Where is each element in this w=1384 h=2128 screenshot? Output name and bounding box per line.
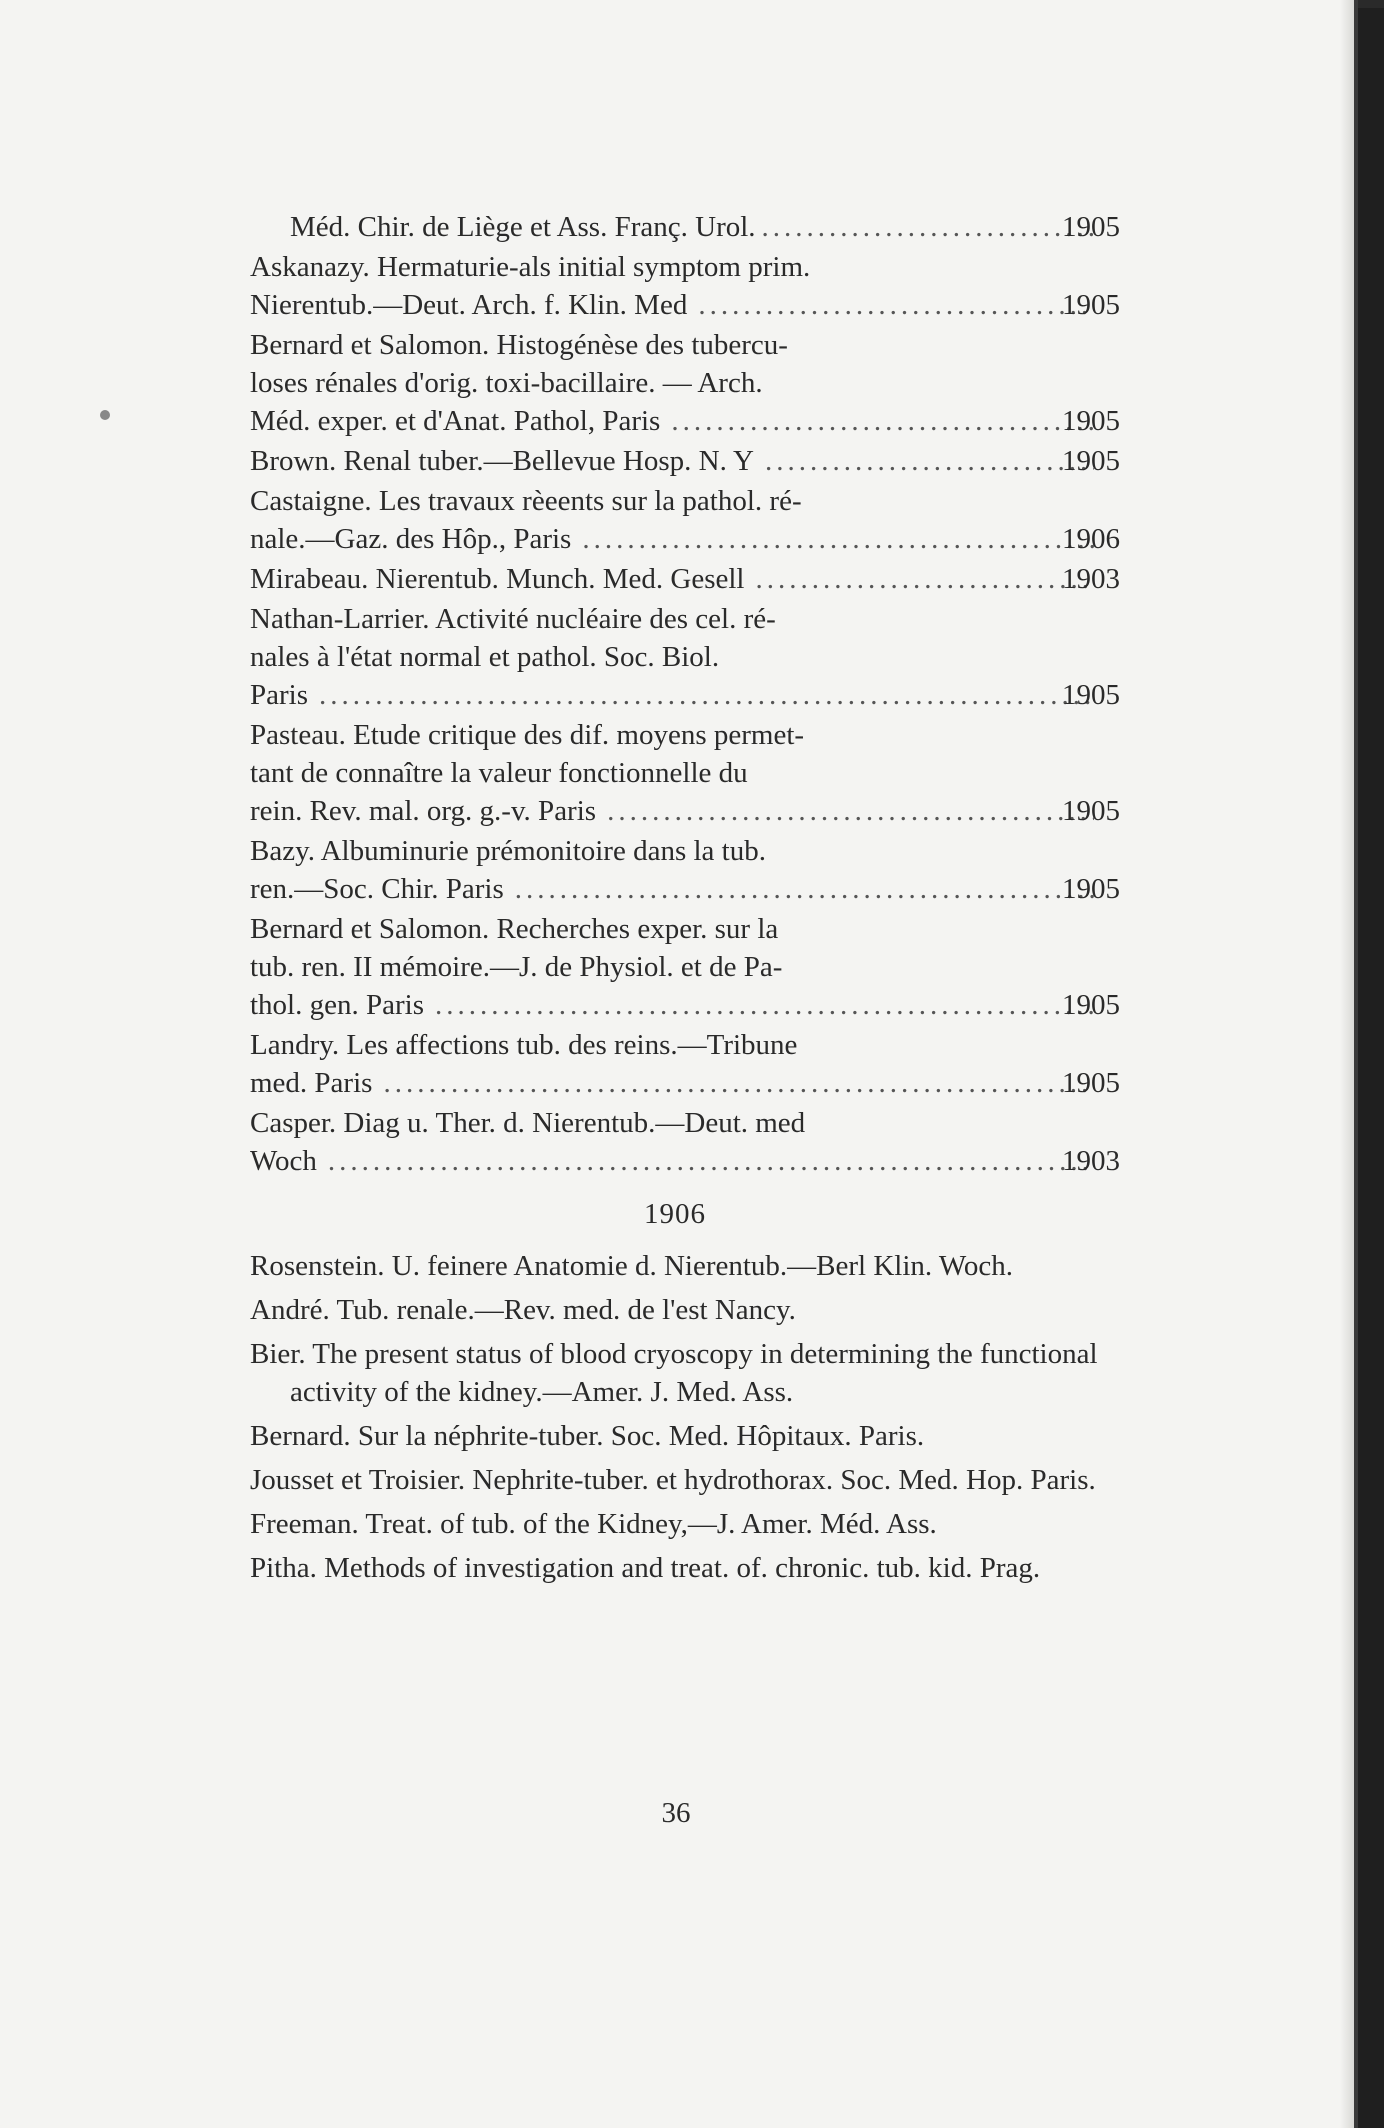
bibliography-entry: André. Tub. renale.—Rev. med. de l'est Nancy. bbox=[250, 1294, 796, 1326]
bibliography-entry bbox=[250, 1104, 1120, 1180]
entry-line: tub. ren. II mémoire.—J. de Physiol. et de Pa- bbox=[250, 951, 783, 983]
entry-line: rein. Rev. mal. org. g.-v. Paris ..... bbox=[290, 792, 1100, 830]
entry-line: Casper. Diag u. Ther. d. Nierentub.—Deut. med bbox=[250, 1107, 806, 1139]
entry-line: Nathan-Larrier. Activité nucléaire des cel. ré- bbox=[250, 603, 776, 635]
bibliography-entry bbox=[250, 326, 1120, 440]
entry-line: Nierentub.—Deut. Arch. f. Klin. Med ..... bbox=[290, 286, 1100, 324]
bibliography-entry bbox=[250, 832, 1120, 908]
margin-ink-mark bbox=[100, 410, 110, 420]
bibliography-entry bbox=[250, 248, 1120, 324]
bibliography-entry bbox=[250, 1026, 1120, 1102]
leader-dots bbox=[666, 402, 1094, 440]
entry-line: tant de connaître la valeur fonctionnelle du bbox=[250, 757, 748, 789]
entry-line: Woch ..... bbox=[290, 1142, 1100, 1180]
entry-line: Mirabeau. Nierentub. Munch. Med. Gesell ..... bbox=[290, 560, 1100, 598]
entry-line: Brown. Renal tuber.—Bellevue Hosp. N. Y ..... bbox=[290, 442, 1100, 480]
entry-year: 1905 bbox=[1062, 445, 1120, 477]
entry-year: 1905 bbox=[1062, 795, 1120, 827]
bibliography-entry bbox=[250, 910, 1120, 1024]
entry-line: thol. gen. Paris ..... bbox=[290, 986, 1100, 1024]
entry-line: Bernard et Salomon. Recherches exper. sur la bbox=[250, 913, 779, 945]
bibliography-entry: Bernard. Sur la néphrite-tuber. Soc. Med. Hôpitaux. Paris. bbox=[250, 1420, 925, 1452]
entry-year: 1906 bbox=[1062, 523, 1120, 555]
bibliography-entry: Pitha. Methods of investigation and treat. of. chronic. tub. kid. Prag. bbox=[250, 1552, 1041, 1584]
bibliography-entry: Freeman. Treat. of tub. of the Kidney,—J. Amer. Méd. Ass. bbox=[250, 1508, 937, 1540]
leader-dots bbox=[314, 676, 1094, 714]
bibliography-entry bbox=[250, 716, 1120, 830]
entry-line: Méd. exper. et d'Anat. Pathol, Paris ..... bbox=[290, 402, 1100, 440]
leader-dots bbox=[378, 1064, 1094, 1102]
entry-line: Bernard et Salomon. Histogénèse des tubercu- bbox=[250, 329, 788, 361]
section-year-heading: 1906 bbox=[644, 1198, 706, 1230]
entry-line: nales à l'état normal et pathol. Soc. Biol. bbox=[250, 641, 720, 673]
entry-year: 1905 bbox=[1062, 289, 1120, 321]
leader-dots bbox=[510, 870, 1094, 908]
bibliography-list-1905 bbox=[250, 208, 1120, 1180]
bibliography-entry: Jousset et Troisier. Nephrite-tuber. et hydrothorax. Soc. Med. Hop. Paris. bbox=[250, 1464, 1096, 1496]
bibliography-entry: Bier. The present status of blood cryoscopy in determining the functional activity of the kidney.—Amer. J. Med. Ass. bbox=[250, 1338, 1098, 1408]
entry-line: nale.—Gaz. des Hôp., Paris ..... bbox=[290, 520, 1100, 558]
entry-line: Askanazy. Hermaturie-als initial symptom prim. bbox=[250, 251, 811, 283]
entry-line: Pasteau. Etude critique des dif. moyens permet- bbox=[250, 719, 805, 751]
leader-dots bbox=[577, 520, 1094, 558]
entry-line: Castaigne. Les travaux rèeents sur la pathol. ré- bbox=[250, 485, 802, 517]
bibliography-entry bbox=[250, 482, 1120, 558]
entry-year: 1905 bbox=[1062, 211, 1120, 243]
entry-line: loses rénales d'orig. toxi-bacillaire. — Arch. bbox=[250, 367, 763, 399]
leader-dots bbox=[323, 1142, 1094, 1180]
entry-year: 1905 bbox=[1062, 873, 1120, 905]
entry-year: 1905 bbox=[1062, 989, 1120, 1021]
bibliography-entry bbox=[250, 560, 1120, 598]
bibliography-entry bbox=[250, 208, 1120, 246]
entry-line: ren.—Soc. Chir. Paris ..... bbox=[290, 870, 1100, 908]
entry-line: Méd. Chir. de Liège et Ass. Franç. Urol. ..... bbox=[290, 208, 1100, 246]
entry-year: 1905 bbox=[1062, 405, 1120, 437]
entry-line: Paris ..... bbox=[290, 676, 1100, 714]
bibliography-entry bbox=[250, 442, 1120, 480]
entry-year: 1905 bbox=[1062, 679, 1120, 711]
leader-dots bbox=[430, 986, 1094, 1024]
bibliography-entry bbox=[250, 600, 1120, 714]
entry-line: med. Paris ..... bbox=[290, 1064, 1100, 1102]
entry-year: 1905 bbox=[1062, 1067, 1120, 1099]
bibliography-entry: Rosenstein. U. feinere Anatomie d. Nierentub.—Berl Klin. Woch. bbox=[250, 1250, 1014, 1282]
entry-line: Landry. Les affections tub. des reins.—Tribune bbox=[250, 1029, 798, 1061]
leader-dots bbox=[693, 286, 1094, 324]
leader-dots bbox=[602, 792, 1094, 830]
entry-year: 1903 bbox=[1062, 563, 1120, 595]
bibliography-list-1906 bbox=[250, 1247, 1100, 1587]
page-number: 36 bbox=[661, 1797, 691, 1829]
bibliography-content bbox=[250, 208, 1120, 1593]
entry-year: 1903 bbox=[1062, 1145, 1120, 1177]
entry-line: Bazy. Albuminurie prémonitoire dans la tub. bbox=[250, 835, 766, 867]
page-edge-shadow bbox=[1340, 0, 1354, 2128]
